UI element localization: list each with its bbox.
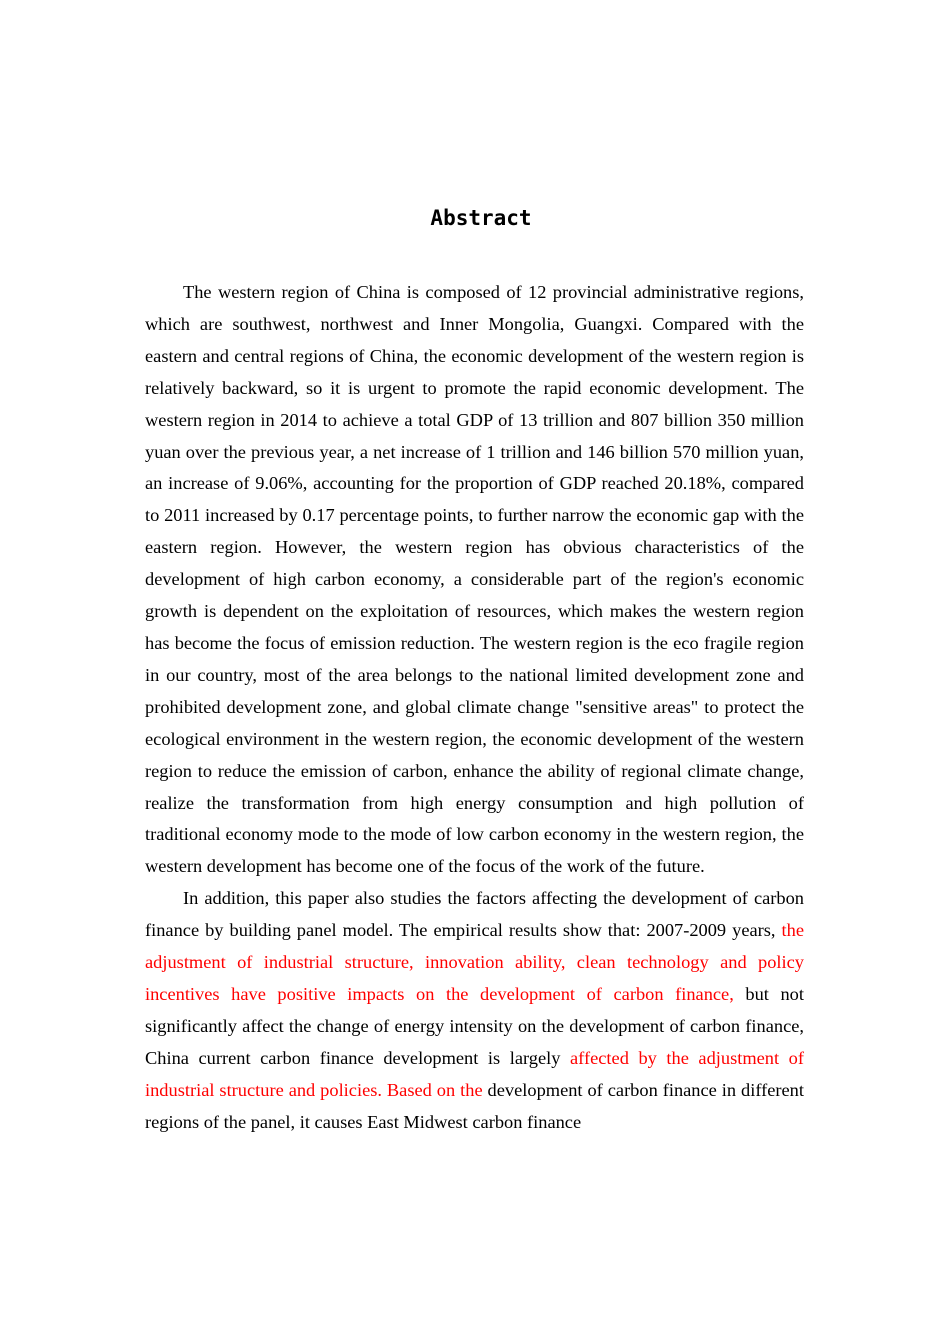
abstract-title: Abstract (430, 206, 532, 230)
highlighted-text: affected by the adjustment of industrial structure and policies. Based on the (145, 1047, 804, 1100)
paragraph-1: The western region of China is composed of 12 provincial administrative regions, which are southwest, northwest and Inner Mongolia, Guangxi. Compared with the eastern and central regions of China, the economic development of the western region is relatively backward, so it is urgent to promote the rapid economic development. The western region in 2014 to achieve a total GDP of 13 trillion and 807 billion 350 million yuan over the previous year, a net increase of 1 trillion and 146 billion 570 million yuan, an increase of 9.06%, accounting for the proportion of GDP reached 20.18%, compared to 2011 increased by 0.17 percentage points, to further narrow the economic gap with the eastern region. However, the western region has obvious characteristics of the development of high carbon economy, a considerable part of the region's economic growth is dependent on the exploitation of resources, which makes the western region has become the focus of emission reduction. The western region is the eco fragile region in our country, most of the area belongs to the national limited development zone and prohibited development zone, and global climate change "sensitive areas" to protect the ecological environment in the western region, the economic development of the western region to reduce the emission of carbon, enhance the ability of regional climate change, realize the transformation from high energy consumption and high pollution of traditional economy mode to the mode of low carbon economy in the western region, the western development has become one of the focus of the work of the future. (145, 282, 804, 877)
paragraph-2-text: development of carbon finance in different regions of the panel, it causes East Midwest carbon finance (145, 1079, 804, 1132)
paragraph-2-text: but not significantly affect the change of energy intensity on the development of carbon finance, China current carbon finance development is largely (145, 983, 804, 1068)
paragraph-2-text: In addition, this paper also studies the factors affecting the development of carbon finance by building panel model. The empirical results show that: 2007-2009 years, (145, 888, 804, 941)
highlighted-text: the adjustment of industrial structure, innovation ability, clean technology and policy incentives have positive impacts on the development of carbon finance, (145, 920, 804, 1004)
paragraph-2 (145, 883, 804, 1138)
abstract-body (145, 277, 804, 1138)
